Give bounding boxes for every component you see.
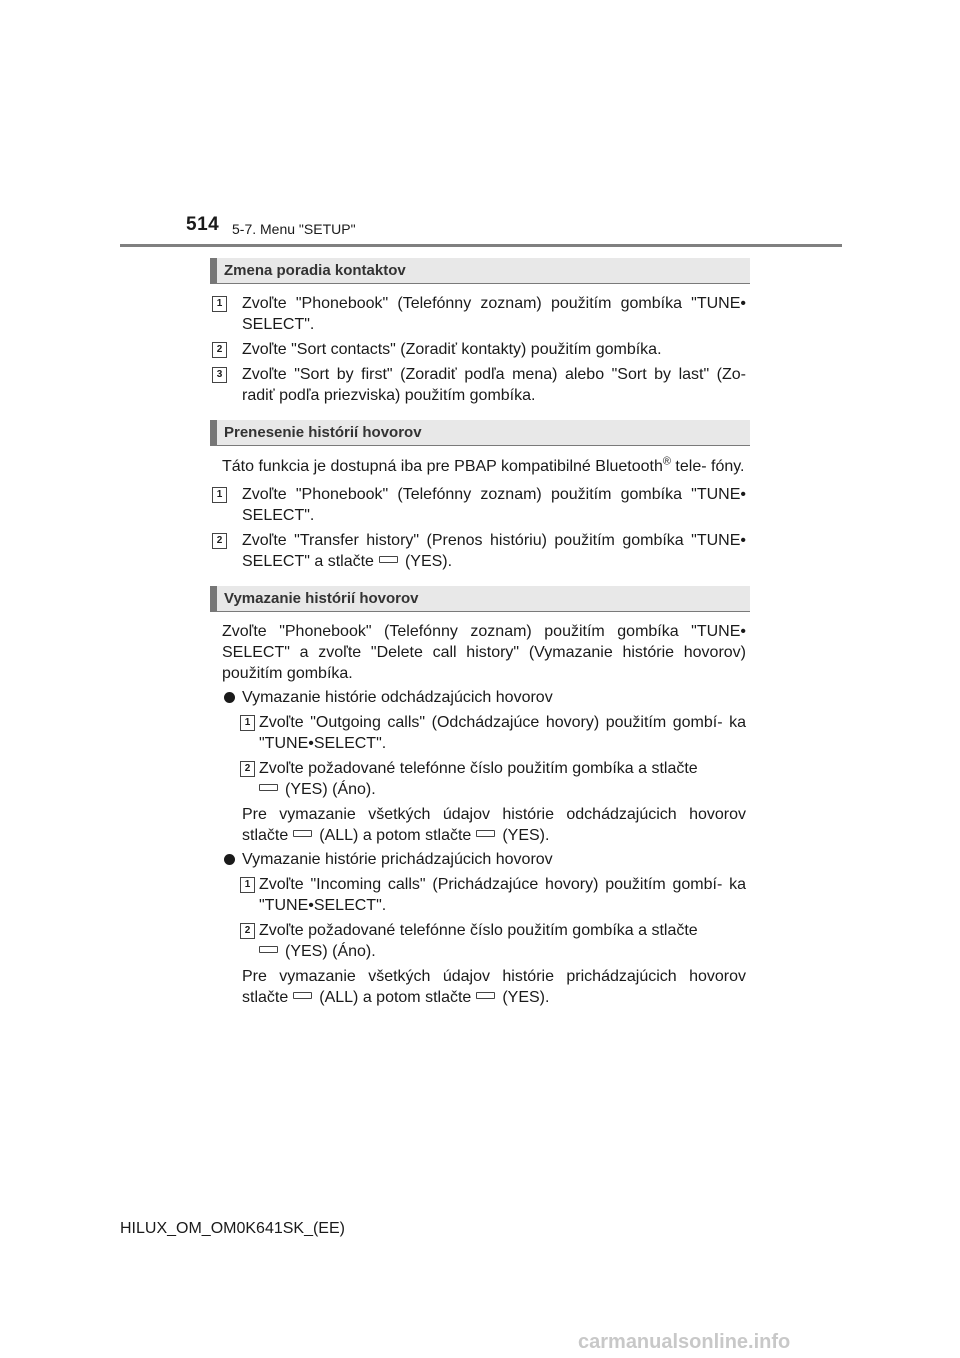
step <box>216 364 746 406</box>
step-number: 2 <box>212 342 227 358</box>
bullet-outgoing-calls <box>222 687 746 708</box>
note-text: Pre vymazanie všetkých údajov histórie prichádzajúcich hovorov stlačte <box>242 968 746 1006</box>
step-text: Zvoľte "Phonebook" (Telefónny zoznam) použitím gombíka "TUNE• SELECT". <box>242 295 746 333</box>
step <box>242 874 746 916</box>
step-text: Zvoľte požadované telefónne číslo použitím gombíka a stlačte <box>259 922 698 939</box>
step-text: Zvoľte požadované telefónne číslo použitím gombíka a stlačte <box>259 760 698 777</box>
step-text-end: (YES) (Áno). <box>285 943 376 960</box>
bullet-incoming-calls <box>222 849 746 870</box>
step <box>242 712 746 754</box>
screen-key-icon <box>259 784 278 791</box>
step <box>216 339 746 360</box>
bullet-body <box>222 874 746 1008</box>
registered-mark: ® <box>662 455 671 468</box>
step-text-end: (YES). <box>404 553 453 570</box>
step-text: Zvoľte "Transfer history" (Prenos históriu) použitím gombíka "TUNE• SELECT" a stlačte <box>242 532 746 570</box>
section-intro: Zvoľte "Phonebook" (Telefónny zoznam) použitím gombíka "TUNE• SELECT" a zvoľte "Delete call history" (Vymazanie histórie hovorov) použitím gombíka. <box>222 623 746 682</box>
step-number: 1 <box>240 877 255 893</box>
intro-text: Táto funkcia je dostupná iba pre PBAP kompatibilné Bluetooth <box>222 458 663 475</box>
bullet-label: Vymazanie histórie prichádzajúcich hovorov <box>242 851 553 868</box>
step-text: Zvoľte "Phonebook" (Telefónny zoznam) použitím gombíka "TUNE• SELECT". <box>242 486 746 524</box>
step-number: 2 <box>240 923 255 939</box>
step <box>242 758 746 800</box>
footer-document-code: HILUX_OM_OM0K641SK_(EE) <box>120 1220 345 1237</box>
screen-key-icon <box>476 830 495 837</box>
step-text: Zvoľte "Incoming calls" (Prichádzajúce hovory) použitím gombí- ka "TUNE•SELECT". <box>259 876 746 914</box>
step-text: Zvoľte "Sort by first" (Zoradiť podľa mena) alebo "Sort by last" (Zo- radiť podľa priezviska) použitím gombíka. <box>242 366 746 404</box>
screen-key-icon <box>293 830 312 837</box>
step-text-end: (YES) (Áno). <box>285 781 376 798</box>
note-text: Pre vymazanie všetkých údajov histórie odchádzajúcich hovorov stlačte <box>242 806 746 844</box>
watermark: carmanualsonline.info <box>578 1331 791 1353</box>
step <box>242 920 746 962</box>
screen-key-icon <box>476 992 495 999</box>
section-intro <box>222 456 746 477</box>
step-text: Zvoľte "Sort contacts" (Zoradiť kontakty) použitím gombíka. <box>242 341 662 358</box>
note <box>242 804 746 846</box>
note-text-end: (YES). <box>502 827 550 844</box>
bullet-label: Vymazanie histórie odchádzajúcich hovorov <box>242 689 553 706</box>
page-content <box>216 258 746 1008</box>
step-number: 1 <box>240 715 255 731</box>
page-number: 514 <box>186 214 220 235</box>
note-text-mid: (ALL) a potom stlačte <box>319 989 472 1006</box>
step-number: 3 <box>212 367 227 383</box>
header-rule <box>120 244 842 247</box>
step <box>216 293 746 335</box>
section-heading-sort-contacts: Zmena poradia kontaktov <box>210 258 750 284</box>
bullet-dot-icon <box>224 854 235 865</box>
note-text-end: (YES). <box>502 989 550 1006</box>
note-text-mid: (ALL) a potom stlačte <box>319 827 472 844</box>
bullet-dot-icon <box>224 692 235 703</box>
step-number: 1 <box>212 296 227 312</box>
section-heading-transfer-history: Prenesenie histórií hovorov <box>210 420 750 446</box>
note <box>242 966 746 1008</box>
screen-key-icon <box>379 556 398 563</box>
bullet-body <box>222 712 746 846</box>
running-head: 5-7. Menu "SETUP" <box>232 221 356 237</box>
step <box>216 530 746 572</box>
screen-key-icon <box>259 946 278 953</box>
intro-text-end: tele- fóny. <box>670 458 745 475</box>
step-number: 2 <box>240 761 255 777</box>
step <box>216 484 746 526</box>
step-text: Zvoľte "Outgoing calls" (Odchádzajúce hovory) použitím gombí- ka "TUNE•SELECT". <box>259 714 746 752</box>
step-number: 1 <box>212 487 227 503</box>
step-number: 2 <box>212 533 227 549</box>
section-heading-delete-history: Vymazanie histórií hovorov <box>210 586 750 612</box>
screen-key-icon <box>293 992 312 999</box>
